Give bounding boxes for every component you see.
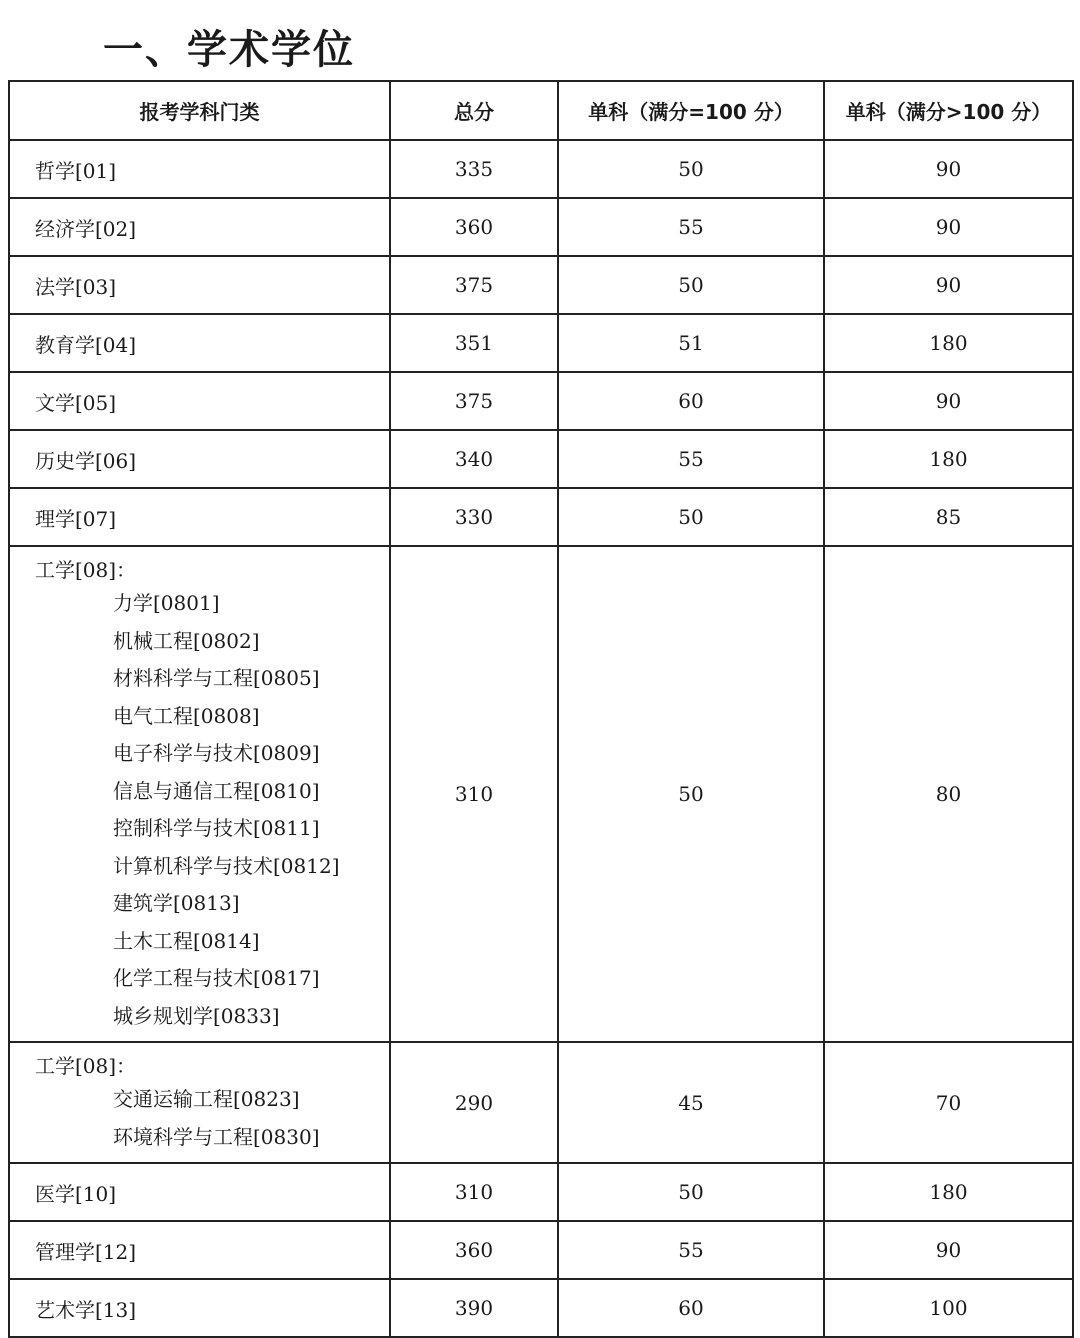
- subcategory-item: 电子科学与技术[0809]: [113, 741, 320, 765]
- category-cell: 教育学[04]: [9, 314, 390, 372]
- subcategory-item: 建筑学[0813]: [113, 891, 240, 915]
- subcategory-item: 材料科学与工程[0805]: [113, 666, 320, 690]
- single-over-100-cell: 85: [824, 488, 1073, 546]
- single-100-cell: 50: [558, 140, 824, 198]
- table-row-engineering-group-1: [9, 546, 1073, 1042]
- table-row: [9, 256, 1073, 314]
- category-cell: 艺术学[13]: [9, 1279, 390, 1337]
- category-cell: [9, 1042, 390, 1163]
- total-cell: 390: [390, 1279, 558, 1337]
- subcategory-list: [35, 585, 389, 1035]
- header-category: 报考学科门类: [9, 81, 390, 140]
- single-100-cell: 60: [558, 372, 824, 430]
- category-cell: 法学[03]: [9, 256, 390, 314]
- single-over-100-cell: 90: [824, 198, 1073, 256]
- single-100-cell: 50: [558, 1163, 824, 1221]
- subcategory-item: 力学[0801]: [113, 591, 220, 615]
- single-100-cell: 50: [558, 546, 824, 1042]
- total-cell: 310: [390, 546, 558, 1042]
- table-row: [9, 1279, 1073, 1337]
- header-single-over-100: 单科（满分>100 分）: [824, 81, 1073, 140]
- single-over-100-cell: 80: [824, 546, 1073, 1042]
- single-100-cell: 50: [558, 488, 824, 546]
- subcategory-item: 控制科学与技术[0811]: [113, 816, 320, 840]
- subcategory-item: 电气工程[0808]: [113, 703, 260, 728]
- table-row: [9, 488, 1073, 546]
- category-cell: [9, 546, 390, 1042]
- total-cell: 360: [390, 1221, 558, 1279]
- single-over-100-cell: 90: [824, 256, 1073, 314]
- table-row: [9, 372, 1073, 430]
- category-cell: 历史学[06]: [9, 430, 390, 488]
- subcategory-item: 化学工程与技术[0817]: [113, 966, 320, 990]
- category-cell: 经济学[02]: [9, 198, 390, 256]
- total-cell: 340: [390, 430, 558, 488]
- category-cell: 管理学[12]: [9, 1221, 390, 1279]
- single-100-cell: 51: [558, 314, 824, 372]
- total-cell: 375: [390, 256, 558, 314]
- total-cell: 310: [390, 1163, 558, 1221]
- total-cell: 330: [390, 488, 558, 546]
- single-100-cell: 55: [558, 1221, 824, 1279]
- table-row: [9, 314, 1073, 372]
- category-cell: 哲学[01]: [9, 140, 390, 198]
- single-100-cell: 55: [558, 430, 824, 488]
- single-100-cell: 60: [558, 1279, 824, 1337]
- table-row-engineering-group-2: [9, 1042, 1073, 1163]
- subcategory-item: 土木工程[0814]: [113, 928, 260, 953]
- subcategory-item: 计算机科学与技术[0812]: [113, 853, 340, 878]
- subcategory-item: 信息与通信工程[0810]: [113, 778, 320, 803]
- single-over-100-cell: 90: [824, 1221, 1073, 1279]
- single-over-100-cell: 70: [824, 1042, 1073, 1163]
- total-cell: 290: [390, 1042, 558, 1163]
- total-cell: 375: [390, 372, 558, 430]
- header-row: [9, 81, 1073, 140]
- single-100-cell: 45: [558, 1042, 824, 1163]
- total-cell: 335: [390, 140, 558, 198]
- total-cell: 360: [390, 198, 558, 256]
- table-row: [9, 430, 1073, 488]
- group-title: 工学[08]：: [35, 558, 137, 582]
- subcategory-item: 城乡规划学[0833]: [113, 1003, 280, 1028]
- score-table: [8, 80, 1074, 1338]
- table-row: [9, 1221, 1073, 1279]
- single-over-100-cell: 180: [824, 314, 1073, 372]
- single-100-cell: 50: [558, 256, 824, 314]
- category-cell: 理学[07]: [9, 488, 390, 546]
- header-total: 总分: [390, 81, 558, 140]
- single-over-100-cell: 100: [824, 1279, 1073, 1337]
- subcategory-item: 环境科学与工程[0830]: [113, 1124, 320, 1149]
- page-title: 一、学术学位: [103, 27, 355, 73]
- table-row: [9, 198, 1073, 256]
- single-over-100-cell: 90: [824, 372, 1073, 430]
- category-cell: 医学[10]: [9, 1163, 390, 1221]
- subcategory-item: 交通运输工程[0823]: [113, 1087, 300, 1111]
- table-row: [9, 1163, 1073, 1221]
- single-over-100-cell: 180: [824, 430, 1073, 488]
- single-100-cell: 55: [558, 198, 824, 256]
- table-row: [9, 140, 1073, 198]
- subcategory-list: [35, 1081, 389, 1156]
- category-cell: 文学[05]: [9, 372, 390, 430]
- subcategory-item: 机械工程[0802]: [113, 628, 260, 653]
- group-title: 工学[08]：: [35, 1054, 137, 1078]
- single-over-100-cell: 180: [824, 1163, 1073, 1221]
- single-over-100-cell: 90: [824, 140, 1073, 198]
- total-cell: 351: [390, 314, 558, 372]
- header-single-100: 单科（满分=100 分）: [558, 81, 824, 140]
